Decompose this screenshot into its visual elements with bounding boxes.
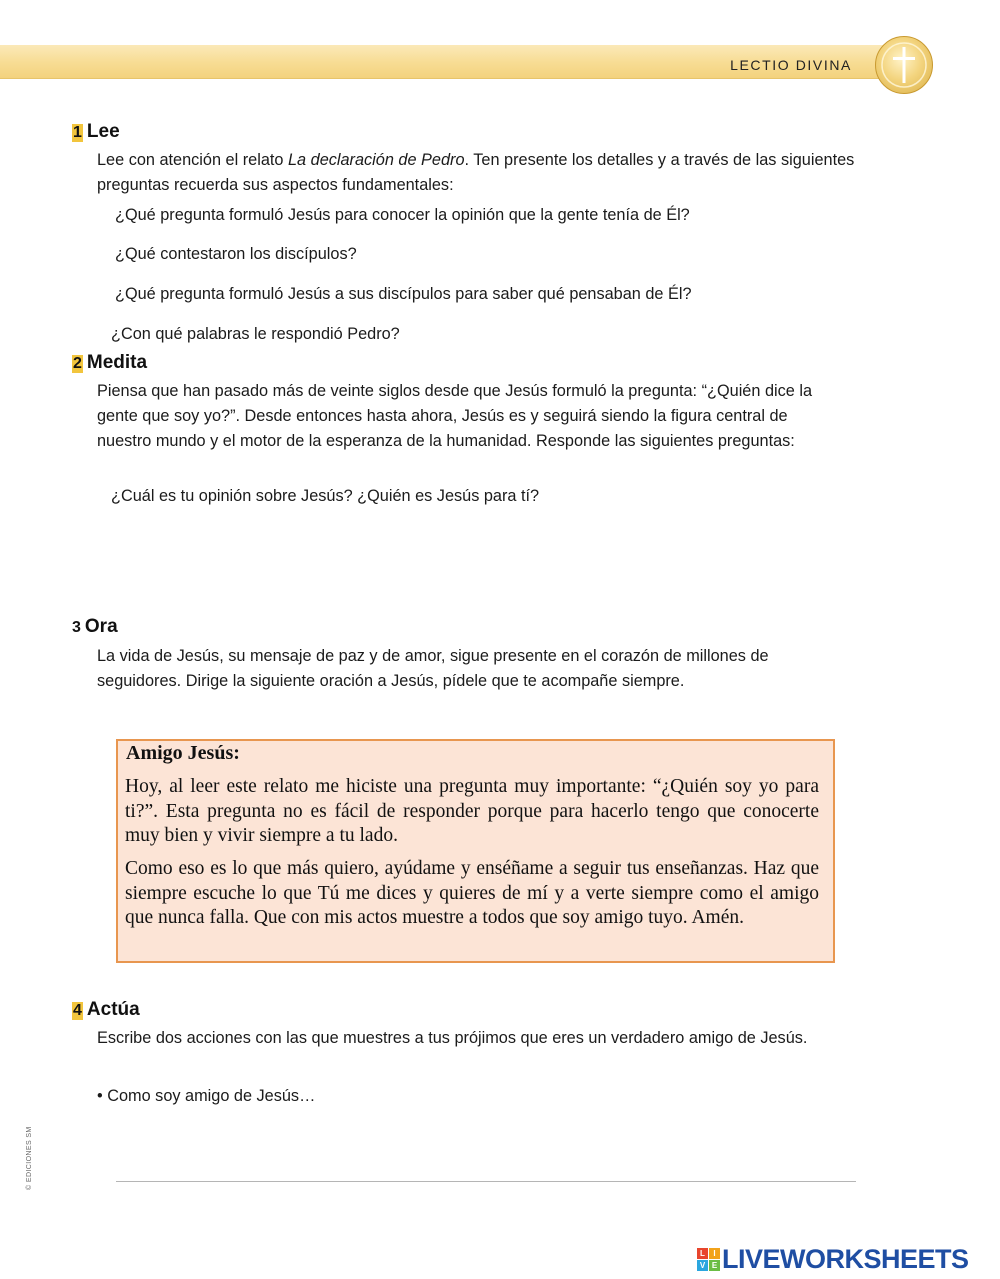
section-ora-intro: La vida de Jesús, su mensaje de paz y de amor, sigue presente en el corazón de millones de seguidores. Dirige la siguiente oración a Jesús, pídele que te acompañe siempre.: [97, 647, 769, 690]
section-number: 2: [73, 355, 82, 372]
answer-line[interactable]: [116, 1181, 856, 1182]
liveworksheets-logo: [697, 1244, 969, 1274]
section-title: Lee: [86, 121, 120, 142]
section-actua-heading: [72, 999, 140, 1021]
medita-question: ¿Cuál es tu opinión sobre Jesús? ¿Quién es Jesús para tí?: [111, 487, 540, 505]
question-2: ¿Qué contestaron los discípulos?: [115, 245, 357, 263]
section-medita-heading: [72, 352, 147, 374]
section-title: Actúa: [86, 999, 140, 1020]
section-number: 4: [73, 1002, 82, 1019]
section-ora-heading: [72, 616, 118, 638]
section-medita-intro: Piensa que han pasado más de veinte siglos desde que Jesús formuló la pregunta: “¿Quién dice la gente que soy yo?”. Desde entonces hasta ahora, Jesús es y seguirá siendo la figura central de nuestro mundo y el motor de la esperanza de la humanidad. Responde las siguientes preguntas:: [97, 382, 813, 450]
prayer-paragraph-2: Como eso es lo que más quiero, ayúdame y enséñame a seguir tus enseñanzas. Haz que siempre escuche lo que Tú me dices y quieres de mí y a verte siempre como el amigo que nunca falla. Que con mis actos muestre a todos que soy amigo tuyo. Amén.: [125, 858, 819, 928]
intro-text: . Ten presente los detalles y a través de las siguientes preguntas recuerda sus aspectos fundamentales:: [97, 151, 855, 194]
logo-text: LIVEWORKSHEETS: [722, 1243, 969, 1274]
header-title: LECTIO DIVINA: [730, 57, 852, 73]
intro-text: Lee con atención el relato: [97, 151, 288, 169]
logo-block: E: [709, 1260, 720, 1271]
section-title: Ora: [84, 616, 118, 637]
section-actua-intro: Escribe dos acciones con las que muestres a tus prójimos que eres un verdadero amigo de Jesús.: [97, 1029, 808, 1047]
question-4: ¿Con qué palabras le respondió Pedro?: [111, 325, 400, 343]
question-3: ¿Qué pregunta formuló Jesús a sus discípulos para saber qué pensaban de Él?: [115, 285, 692, 303]
prayer-title: Amigo Jesús:: [126, 742, 240, 764]
question-1: ¿Qué pregunta formuló Jesús para conocer la opinión que la gente tenía de Él?: [115, 206, 690, 224]
publisher-credit: © EDICIONES SM: [26, 1126, 33, 1190]
prayer-paragraph-1: Hoy, al leer este relato me hiciste una pregunta muy importante: “¿Quién soy yo para ti?”. Esta pregunta no es fácil de responder porque para hacerlo tengo que conocerte muy bien y vivir siempre a tu lado.: [125, 776, 819, 846]
section-lee-heading: [72, 121, 120, 143]
cross-medallion-icon: [875, 36, 933, 94]
section-number: 3: [72, 619, 81, 636]
logo-block: L: [697, 1248, 708, 1259]
logo-block: V: [697, 1260, 708, 1271]
section-title: Medita: [86, 352, 148, 373]
section-number: 1: [73, 124, 82, 141]
section-lee-intro: [97, 148, 857, 198]
actua-bullet: • Como soy amigo de Jesús…: [97, 1087, 316, 1105]
story-title: La declaración de Pedro: [288, 151, 465, 169]
logo-blocks-icon: [697, 1248, 720, 1271]
logo-block: I: [709, 1248, 720, 1259]
